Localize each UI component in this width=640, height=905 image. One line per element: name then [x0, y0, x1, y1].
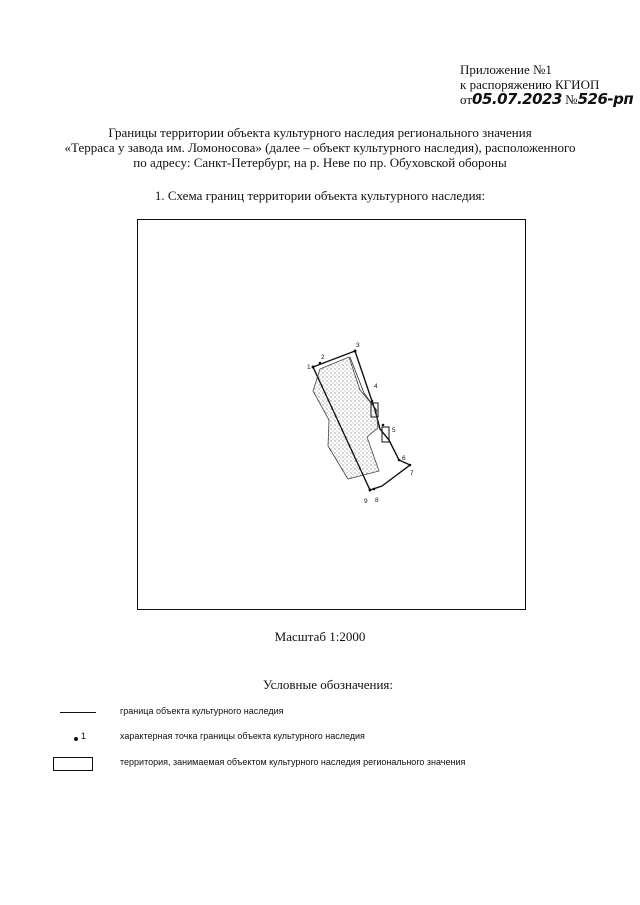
boundary-point-3 [354, 350, 357, 353]
appendix-block [460, 62, 633, 107]
boundary-map [138, 220, 527, 611]
map-scale: Масштаб 1:2000 [274, 629, 366, 644]
point-dot-icon [74, 737, 78, 741]
legend-text-boundary: граница объекта культурного наследия [120, 706, 284, 716]
point-label-1: 1 [307, 364, 311, 371]
boundary-point-8 [373, 488, 376, 491]
map-frame [137, 219, 526, 610]
title-line1: Границы территории объекта культурного наследия регионального значения [108, 125, 532, 140]
legend-symbol-rect [60, 755, 96, 773]
legend-text-point: характерная точка границы объекта культурного наследия [120, 731, 365, 741]
appendix-line2: к распоряжению КГИОП [460, 77, 600, 92]
legend-text-territory: территория, занимаемая объектом культурного наследия регионального значения [120, 757, 466, 767]
point-label-9: 9 [364, 498, 368, 505]
handwritten-number: 526-рп [577, 90, 634, 108]
number-prefix: № [565, 92, 578, 107]
point-label-5: 5 [392, 427, 396, 434]
point-label-8: 8 [375, 497, 379, 504]
legend-item-territory [60, 755, 620, 773]
legend-symbol-line [60, 704, 96, 722]
legend-item-boundary [60, 704, 620, 722]
point-label-3: 3 [356, 342, 360, 349]
boundary-point-5 [382, 424, 385, 427]
boundary-point-7 [409, 464, 412, 467]
boundary-point-6 [398, 459, 401, 462]
point-label-6: 6 [402, 455, 406, 462]
boundary-point-9 [369, 489, 372, 492]
handwritten-date: 05.07.2023 [472, 90, 562, 108]
legend-point-number: 1 [81, 731, 87, 741]
title-line3: по адресу: Санкт-Петербург, на р. Неве по пр. Обуховской обороны [133, 155, 507, 170]
document-title [40, 125, 600, 170]
point-label-7: 7 [410, 470, 414, 477]
legend-symbol-point [60, 729, 96, 747]
title-line2: «Терраса у завода им. Ломоносова» (далее – объект культурного наследия), расположенного [64, 140, 576, 155]
date-prefix: от [460, 92, 473, 107]
boundary-point-4 [371, 400, 374, 403]
point-label-4: 4 [374, 383, 378, 390]
object-area [313, 357, 379, 479]
boundary-point-2 [319, 362, 322, 365]
point-label-2: 2 [321, 354, 325, 361]
appendix-line3 [460, 92, 633, 107]
section-heading: 1. Схема границ территории объекта культурного наследия: [154, 188, 486, 203]
boundary-point-1 [312, 366, 315, 369]
appendix-line1: Приложение №1 [460, 62, 552, 77]
legend-item-point [60, 729, 620, 747]
legend-title: Условные обозначения: [262, 677, 394, 692]
